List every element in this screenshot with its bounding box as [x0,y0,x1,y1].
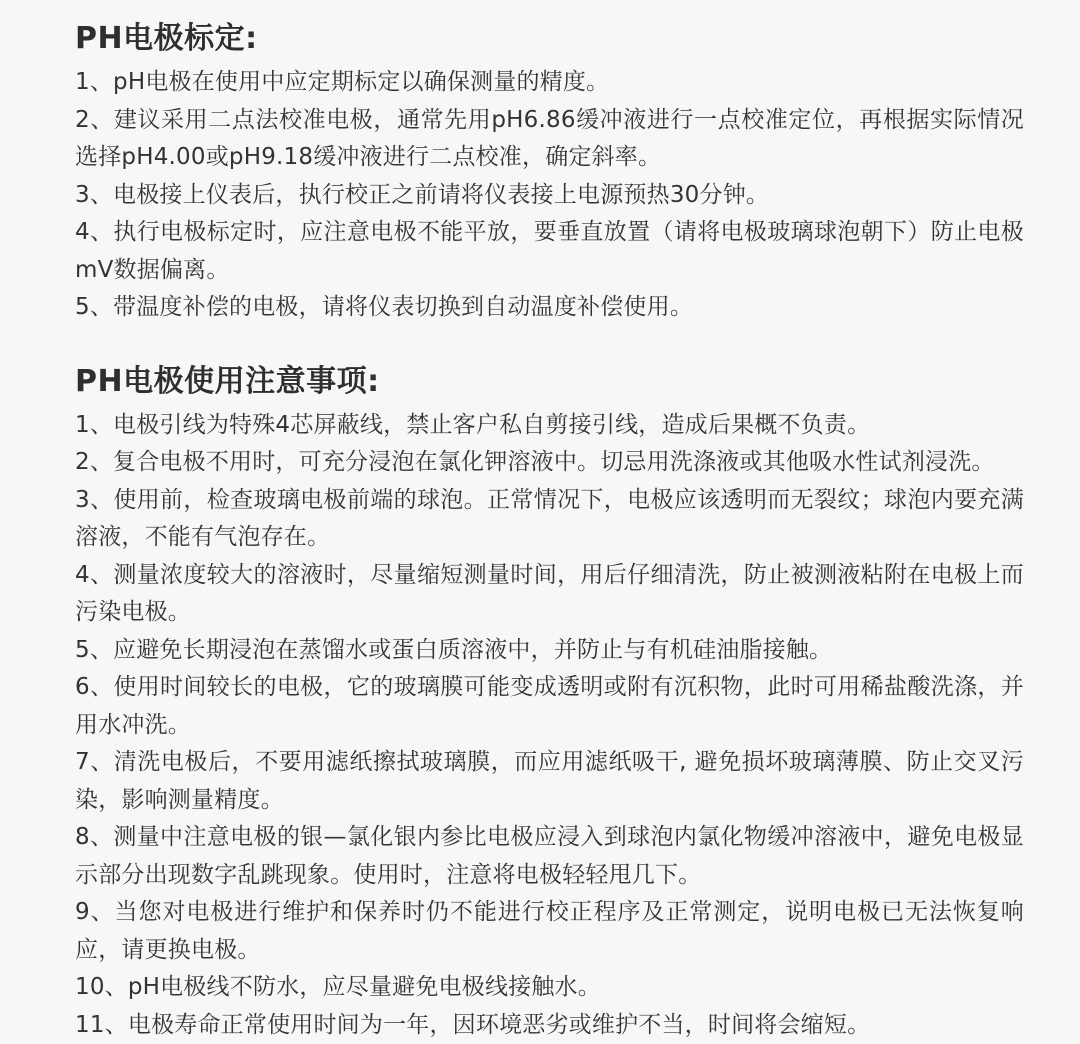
list-item: 1、pH电极在使用中应定期标定以确保测量的精度。 [75,64,1024,102]
section-precautions-title: PH电极使用注意事项: [75,361,1024,403]
section-precautions [75,361,1024,1044]
section-calibration [75,18,1024,327]
list-item: 9、当您对电极进行维护和保养时仍不能进行校正程序及正常测定，说明电极已无法恢复响应，请更换电极。 [75,894,1024,969]
list-item: 4、测量浓度较大的溶液时，尽量缩短测量时间，用后仔细清洗，防止被测液粘附在电极上而污染电极。 [75,557,1024,632]
section-calibration-title: PH电极标定: [75,18,1024,60]
list-item: 10、pH电极线不防水，应尽量避免电极线接触水。 [75,969,1024,1007]
list-item: 5、带温度补偿的电极，请将仪表切换到自动温度补偿使用。 [75,289,1024,327]
list-item: 6、使用时间较长的电极，它的玻璃膜可能变成透明或附有沉积物，此时可用稀盐酸洗涤，并用水冲洗。 [75,669,1024,744]
list-item: 5、应避免长期浸泡在蒸馏水或蛋白质溶液中，并防止与有机硅油脂接触。 [75,632,1024,670]
list-item: 1、电极引线为特殊4芯屏蔽线，禁止客户私自剪接引线，造成后果概不负责。 [75,407,1024,445]
list-item: 2、复合电极不用时，可充分浸泡在氯化钾溶液中。切忌用洗涤液或其他吸水性试剂浸洗。 [75,444,1024,482]
list-item: 7、清洗电极后，不要用滤纸擦拭玻璃膜，而应用滤纸吸干, 避免损坏玻璃薄膜、防止交叉污染，影响测量精度。 [75,744,1024,819]
list-item: 4、执行电极标定时，应注意电极不能平放，要垂直放置（请将电极玻璃球泡朝下）防止电极mV数据偏离。 [75,214,1024,289]
list-item: 8、测量中注意电极的银—氯化银内参比电极应浸入到球泡内氯化物缓冲溶液中，避免电极显示部分出现数字乱跳现象。使用时，注意将电极轻轻甩几下。 [75,819,1024,894]
list-item: 3、电极接上仪表后，执行校正之前请将仪表接上电源预热30分钟。 [75,177,1024,215]
list-item: 3、使用前，检查玻璃电极前端的球泡。正常情况下，电极应该透明而无裂纹；球泡内要充满溶液，不能有气泡存在。 [75,482,1024,557]
list-item: 11、电极寿命正常使用时间为一年，因环境恶劣或维护不当，时间将会缩短。 [75,1007,1024,1044]
list-item: 2、建议采用二点法校准电极，通常先用pH6.86缓冲液进行一点校准定位，再根据实际情况选择pH4.00或pH9.18缓冲液进行二点校准，确定斜率。 [75,102,1024,177]
